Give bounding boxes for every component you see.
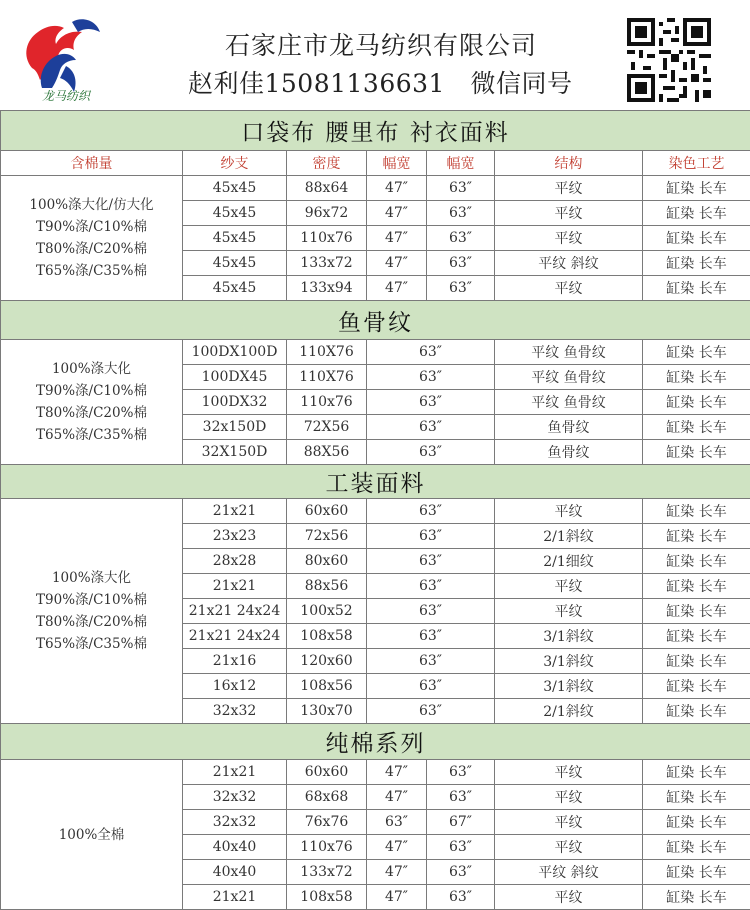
structure-cell: 3/1斜纹 xyxy=(495,624,643,649)
width-cell: 47″ xyxy=(367,251,427,276)
dye-cell: 缸染 长车 xyxy=(643,390,750,415)
yarn-cell: 100DX100D xyxy=(183,340,287,365)
yarn-cell: 45x45 xyxy=(183,226,287,251)
density-cell: 68x68 xyxy=(287,785,367,810)
dye-cell: 缸染 长车 xyxy=(643,699,750,724)
dye-cell: 缸染 长车 xyxy=(643,785,750,810)
structure-cell: 平纹 鱼骨纹 xyxy=(495,340,643,365)
dye-cell: 缸染 长车 xyxy=(643,549,750,574)
cotton-content-cell xyxy=(1,176,183,301)
section-header xyxy=(1,301,750,340)
yarn-cell: 32X150D xyxy=(183,440,287,465)
cotton-content-cell xyxy=(1,499,183,724)
density-cell: 108x58 xyxy=(287,624,367,649)
yarn-cell: 32x32 xyxy=(183,699,287,724)
density-cell: 133x72 xyxy=(287,860,367,885)
cotton-line: T90%涤/C10%棉 xyxy=(36,592,147,608)
density-cell: 110x76 xyxy=(287,226,367,251)
company-name: 石家庄市龙马纺织有限公司 xyxy=(225,31,538,60)
density-cell: 60x60 xyxy=(287,760,367,785)
density-cell: 108x58 xyxy=(287,885,367,910)
width-cell: 67″ xyxy=(427,810,495,835)
density-cell: 108x56 xyxy=(287,674,367,699)
width-cell: 63″ xyxy=(367,340,495,365)
yarn-cell: 21x21 xyxy=(183,574,287,599)
structure-cell: 3/1斜纹 xyxy=(495,674,643,699)
dye-cell: 缸染 长车 xyxy=(643,649,750,674)
width-cell: 63″ xyxy=(367,499,495,524)
cotton-line: T90%涤/C10%棉 xyxy=(36,383,147,399)
yarn-cell: 40x40 xyxy=(183,835,287,860)
qr-code-icon xyxy=(627,18,711,102)
structure-cell: 平纹 xyxy=(495,176,643,201)
dye-cell: 缸染 长车 xyxy=(643,415,750,440)
dye-cell: 缸染 长车 xyxy=(643,365,750,390)
yarn-cell: 40x40 xyxy=(183,860,287,885)
cotton-content-cell xyxy=(1,760,183,910)
column-header-row xyxy=(1,151,750,176)
column-header: 染色工艺 xyxy=(643,151,750,176)
density-cell: 133x94 xyxy=(287,276,367,301)
structure-cell: 平纹 斜纹 xyxy=(495,251,643,276)
section-title: 口袋布 腰里布 衬衣面料 xyxy=(1,111,750,151)
yarn-cell: 21x16 xyxy=(183,649,287,674)
width-cell: 63″ xyxy=(367,810,427,835)
structure-cell: 2/1细纹 xyxy=(495,549,643,574)
table-row xyxy=(1,340,750,365)
cotton-line: T65%涤/C35%棉 xyxy=(36,427,147,443)
density-cell: 88x56 xyxy=(287,574,367,599)
width-cell: 63″ xyxy=(427,835,495,860)
density-cell: 88x64 xyxy=(287,176,367,201)
dye-cell: 缸染 长车 xyxy=(643,810,750,835)
width-cell: 47″ xyxy=(367,276,427,301)
width-cell: 47″ xyxy=(367,835,427,860)
structure-cell: 平纹 xyxy=(495,226,643,251)
structure-cell: 平纹 xyxy=(495,574,643,599)
structure-cell: 平纹 xyxy=(495,785,643,810)
density-cell: 110X76 xyxy=(287,365,367,390)
density-cell: 110x76 xyxy=(287,390,367,415)
column-header: 含棉量 xyxy=(1,151,183,176)
structure-cell: 鱼骨纹 xyxy=(495,415,643,440)
structure-cell: 3/1斜纹 xyxy=(495,649,643,674)
dye-cell: 缸染 长车 xyxy=(643,440,750,465)
section-title: 鱼骨纹 xyxy=(1,301,750,340)
section-header xyxy=(1,724,750,760)
density-cell: 120x60 xyxy=(287,649,367,674)
width-cell: 63″ xyxy=(367,599,495,624)
density-cell: 72x56 xyxy=(287,524,367,549)
dye-cell: 缸染 长车 xyxy=(643,674,750,699)
cotton-line: T80%涤/C20%棉 xyxy=(36,241,147,257)
section-header xyxy=(1,111,750,151)
density-cell: 72X56 xyxy=(287,415,367,440)
width-cell: 63″ xyxy=(427,226,495,251)
density-cell: 60x60 xyxy=(287,499,367,524)
dye-cell: 缸染 长车 xyxy=(643,201,750,226)
structure-cell: 平纹 xyxy=(495,201,643,226)
width-cell: 63″ xyxy=(367,440,495,465)
cotton-line: T65%涤/C35%棉 xyxy=(36,263,147,279)
cotton-line: 100%全棉 xyxy=(58,826,125,843)
yarn-cell: 32x150D xyxy=(183,415,287,440)
structure-cell: 平纹 xyxy=(495,810,643,835)
yarn-cell: 100DX45 xyxy=(183,365,287,390)
width-cell: 63″ xyxy=(427,276,495,301)
dye-cell: 缸染 长车 xyxy=(643,624,750,649)
width-cell: 63″ xyxy=(367,415,495,440)
yarn-cell: 45x45 xyxy=(183,276,287,301)
cotton-line: T65%涤/C35%棉 xyxy=(36,636,147,652)
header xyxy=(0,0,750,110)
structure-cell: 平纹 xyxy=(495,885,643,910)
width-cell: 63″ xyxy=(367,624,495,649)
density-cell: 88X56 xyxy=(287,440,367,465)
structure-cell: 平纹 xyxy=(495,760,643,785)
width-cell: 47″ xyxy=(367,860,427,885)
width-cell: 63″ xyxy=(367,524,495,549)
structure-cell: 鱼骨纹 xyxy=(495,440,643,465)
table-row xyxy=(1,176,750,201)
yarn-cell: 21x21 24x24 xyxy=(183,599,287,624)
yarn-cell: 100DX32 xyxy=(183,390,287,415)
yarn-cell: 45x45 xyxy=(183,201,287,226)
width-cell: 63″ xyxy=(427,176,495,201)
dye-cell: 缸染 长车 xyxy=(643,574,750,599)
horse-logo-icon xyxy=(12,10,110,102)
dye-cell: 缸染 长车 xyxy=(643,524,750,549)
density-cell: 110X76 xyxy=(287,340,367,365)
width-cell: 63″ xyxy=(367,649,495,674)
dye-cell: 缸染 长车 xyxy=(643,760,750,785)
width-cell: 47″ xyxy=(367,785,427,810)
width-cell: 47″ xyxy=(367,176,427,201)
cotton-line: T80%涤/C20%棉 xyxy=(36,405,147,421)
width-cell: 63″ xyxy=(367,674,495,699)
width-cell: 63″ xyxy=(427,785,495,810)
width-cell: 63″ xyxy=(367,699,495,724)
structure-cell: 平纹 鱼骨纹 xyxy=(495,390,643,415)
width-cell: 63″ xyxy=(367,574,495,599)
dye-cell: 缸染 长车 xyxy=(643,251,750,276)
density-cell: 130x70 xyxy=(287,699,367,724)
cotton-content-cell xyxy=(1,340,183,465)
yarn-cell: 16x12 xyxy=(183,674,287,699)
structure-cell: 2/1斜纹 xyxy=(495,524,643,549)
cotton-line: 100%涤大化 xyxy=(51,361,132,377)
column-header: 结构 xyxy=(495,151,643,176)
width-cell: 63″ xyxy=(367,390,495,415)
width-cell: 63″ xyxy=(427,860,495,885)
column-header: 幅宽 xyxy=(427,151,495,176)
width-cell: 47″ xyxy=(367,760,427,785)
column-header: 幅宽 xyxy=(367,151,427,176)
yarn-cell: 21x21 xyxy=(183,760,287,785)
structure-cell: 平纹 xyxy=(495,499,643,524)
contact-line: 赵利佳15081136631 微信同号 xyxy=(188,69,573,98)
structure-cell: 平纹 xyxy=(495,835,643,860)
cotton-line: 100%涤大化 xyxy=(51,570,132,586)
logo-text: 龙马纺织 xyxy=(42,89,91,102)
table-row xyxy=(1,760,750,785)
yarn-cell: 32x32 xyxy=(183,810,287,835)
density-cell: 80x60 xyxy=(287,549,367,574)
cotton-line: T90%涤/C10%棉 xyxy=(36,219,147,235)
density-cell: 100x52 xyxy=(287,599,367,624)
yarn-cell: 23x23 xyxy=(183,524,287,549)
dye-cell: 缸染 长车 xyxy=(643,226,750,251)
dye-cell: 缸染 长车 xyxy=(643,176,750,201)
yarn-cell: 45x45 xyxy=(183,251,287,276)
dye-cell: 缸染 长车 xyxy=(643,885,750,910)
yarn-cell: 21x21 xyxy=(183,499,287,524)
yarn-cell: 28x28 xyxy=(183,549,287,574)
width-cell: 63″ xyxy=(427,251,495,276)
section-title: 工装面料 xyxy=(1,465,750,499)
dye-cell: 缸染 长车 xyxy=(643,340,750,365)
column-header: 密度 xyxy=(287,151,367,176)
density-cell: 96x72 xyxy=(287,201,367,226)
width-cell: 47″ xyxy=(367,226,427,251)
yarn-cell: 32x32 xyxy=(183,785,287,810)
dye-cell: 缸染 长车 xyxy=(643,599,750,624)
yarn-cell: 45x45 xyxy=(183,176,287,201)
fabric-table xyxy=(0,110,750,910)
width-cell: 63″ xyxy=(427,885,495,910)
yarn-cell: 21x21 24x24 xyxy=(183,624,287,649)
density-cell: 110x76 xyxy=(287,835,367,860)
dye-cell: 缸染 长车 xyxy=(643,835,750,860)
cotton-line: T80%涤/C20%棉 xyxy=(36,614,147,630)
column-header: 纱支 xyxy=(183,151,287,176)
section-header xyxy=(1,465,750,499)
density-cell: 76x76 xyxy=(287,810,367,835)
yarn-cell: 21x21 xyxy=(183,885,287,910)
section-title: 纯棉系列 xyxy=(1,724,750,760)
structure-cell: 2/1斜纹 xyxy=(495,699,643,724)
width-cell: 47″ xyxy=(367,885,427,910)
density-cell: 133x72 xyxy=(287,251,367,276)
structure-cell: 平纹 斜纹 xyxy=(495,860,643,885)
structure-cell: 平纹 鱼骨纹 xyxy=(495,365,643,390)
dye-cell: 缸染 长车 xyxy=(643,860,750,885)
width-cell: 63″ xyxy=(367,549,495,574)
width-cell: 63″ xyxy=(427,201,495,226)
width-cell: 63″ xyxy=(367,365,495,390)
width-cell: 47″ xyxy=(367,201,427,226)
dye-cell: 缸染 长车 xyxy=(643,499,750,524)
dye-cell: 缸染 长车 xyxy=(643,276,750,301)
cotton-line: 100%涤大化/仿大化 xyxy=(29,197,154,213)
width-cell: 63″ xyxy=(427,760,495,785)
structure-cell: 平纹 xyxy=(495,276,643,301)
table-row xyxy=(1,499,750,524)
structure-cell: 平纹 xyxy=(495,599,643,624)
